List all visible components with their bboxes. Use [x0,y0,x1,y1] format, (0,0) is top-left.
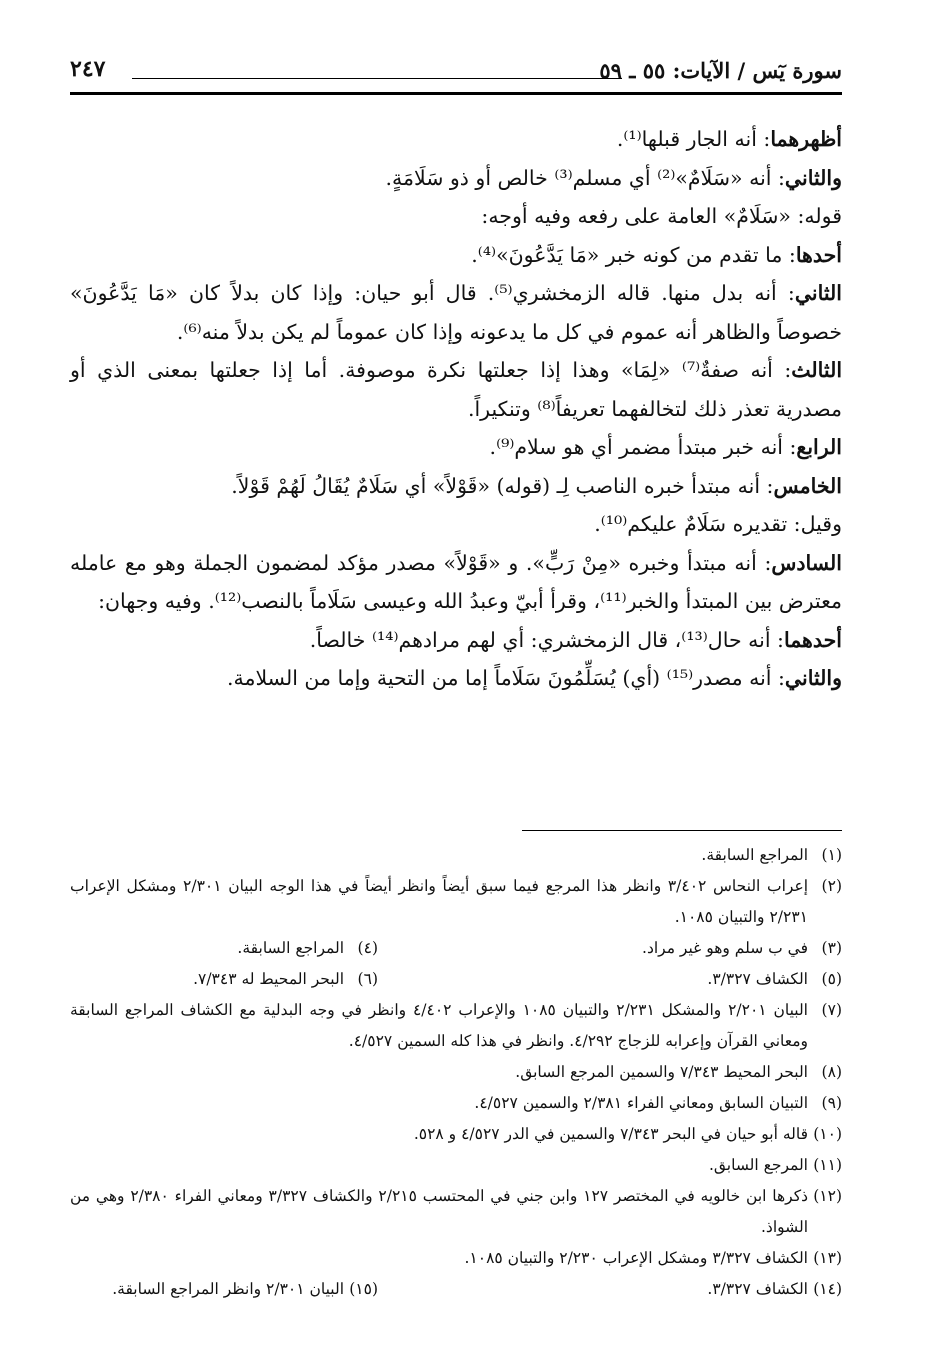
paragraph-lead: والثاني [784,666,842,690]
paragraph-text: : أنه بدل منها. قاله الزمخشري⁽⁵⁾. قال أبو حيان: وإذا كان بدلاً كان «مَا يَدَّعُونَ» خصوصاً والظاهر أنه عموم في كل ما يدعونه وإذا كان عموماً لم يكن بدلاً منه⁽⁶⁾. [70,281,842,344]
footnote-row [70,964,842,995]
footnote-number: (١٣) [813,1249,842,1267]
footnote-number: (١٥) [349,1280,378,1298]
footnote-text: في ب سلم وهو غير مراد. [642,939,808,957]
footnote-text: إعراب النحاس ٣/٤٠٢ وانظر هذا المرجع فيما سبق أيضاً وانظر أيضاً في هذا الوجه البيان ٢/٣٠١ ومشكل الإعراب ٢/٢٣١ والتبيان ١٠٨٥. [70,877,809,926]
footnote [70,995,842,1057]
footnote-number: (١٤) [813,1280,842,1298]
paragraph [70,274,842,351]
paragraph-text: : أنه حال⁽¹³⁾، قال الزمخشري: أي لهم مرادهم⁽¹⁴⁾ خالصاً. [309,627,784,652]
footnote-number: (١١) [813,1156,842,1174]
footnote-number: (١) [821,846,842,864]
footnote [70,1181,842,1243]
footnote [112,1274,378,1305]
paragraph [70,544,842,621]
header-rule [132,78,622,79]
paragraph [70,159,842,198]
paragraph-lead: الثاني [794,281,842,305]
paragraph [70,505,842,544]
footnote-separator [522,830,842,831]
footnote-number: (٤) [357,939,378,957]
paragraph-text: : أنه صفةٌ⁽⁷⁾ «لِمَا» وهذا إذا جعلتها نكرة موصوفة. أما إذا جعلتها بمعنى الذي أو مصدرية تعذر ذلك لتخالفهما تعريفاً⁽⁸⁾ وتنكيراً. [70,358,842,421]
footnote-text: ذكرها ابن خالويه في المختصر ١٢٧ وابن جني في المحتسب ٢/٢١٥ والكشاف ٣/٣٢٧ ومعاني الفراء ٢/٣٨٠ وهي من الشواذ. [70,1187,808,1236]
paragraph-text: : أنه مصدر⁽¹⁵⁾ (أي) يُسَلِّمُونَ سَلَاماً إما من التحية وإما من السلامة. [226,666,785,690]
footnote-text: البحر المحيط له ٧/٣٤٣. [193,970,344,988]
main-text [70,120,842,698]
footnote-number: (٣) [821,939,842,957]
footnote [378,964,842,995]
paragraph-lead: أظهرهما [770,127,842,151]
paragraph-text: : أنه مبتدأ خبره الناصب لِـ (قوله) «قَوْلاً» أي سَلَامٌ يُقَالُ لَهُمْ قَوْلاً. [231,473,774,498]
footnote-text: المرجع السابق. [708,1156,808,1174]
footnote-text: التبيان السابق ومعاني الفراء ٢/٣٨١ والسمين ٤/٥٢٧. [474,1094,808,1112]
paragraph [70,197,842,236]
footnote [70,1057,842,1088]
footnote [193,964,378,995]
footnotes [70,840,842,1305]
footnote-text: المراجع السابقة. [237,939,344,957]
footnote [70,1119,842,1150]
footnote [237,933,378,964]
paragraph [70,467,842,506]
paragraph-text: : أنه الجار قبلها⁽¹⁾. [616,127,771,151]
footnote-text: البيان ٢/٣٠١ وانظر المراجع السابقة. [112,1280,344,1298]
paragraph-text: قوله: «سَلَامٌ» العامة على رفعه وفيه أوجه: [481,204,842,228]
paragraph [70,621,842,660]
paragraph [70,120,842,159]
paragraph-text: وقيل: تقديره سَلَامٌ عليكم⁽¹⁰⁾. [594,512,842,536]
paragraph-text: : أنه «سَلَامٌ»⁽²⁾ أي مسلم⁽³⁾ خالص أو ذو سَلَامَةٍ. [385,165,785,190]
footnote-text: البحر المحيط ٧/٣٤٣ والسمين المرجع السابق. [515,1063,808,1081]
footnote-number: (٧) [821,1001,842,1019]
paragraph [70,236,842,275]
footnote-number: (١٢) [813,1187,842,1205]
footnote [378,933,842,964]
footnote [70,1088,842,1119]
paragraph [70,428,842,467]
page-number: ٢٤٧ [70,56,106,82]
footnote-text: الكشاف ٣/٣٢٧. [707,1280,808,1298]
paragraph-lead: والثاني [784,165,842,190]
chapter-title: سورة يٓس / الآيات: ٥٥ ـ ٥٩ [599,58,842,83]
paragraph-lead: السادس [771,550,842,575]
footnote-number: (٦) [357,970,378,988]
footnote-number: (٢) [821,877,842,895]
footnote-number: (٨) [821,1063,842,1081]
footnote-text: الكشاف ٣/٣٢٧ ومشكل الإعراب ٢/٢٣٠ والتبيان ١٠٨٥. [464,1249,808,1267]
footnote [70,1243,842,1274]
paragraph-lead: الثالث [791,358,843,382]
footnote-text: الكشاف ٣/٣٢٧. [707,970,808,988]
footnote-number: (٥) [821,970,842,988]
paragraph-lead: الرابع [796,435,842,459]
paragraph [70,659,842,698]
footnote [70,840,842,871]
paragraph-lead: الخامس [773,473,842,498]
footnote-text: البيان ٢/٢٠١ والمشكل ٢/٢٣١ والتبيان ١٠٨٥ والإعراب ٤/٤٠٢ وانظر في وجه البدلية مع الكشاف المراجع السابقة ومعاني القرآن وإعرابه للزجاج ٤/٢٩٢. وانظر في هذا كله السمين ٤/٥٢٧. [70,1001,808,1050]
paragraph-text: : أنه مبتدأ وخبره «مِنْ رَبٍّ». و «قَوْلاً» مصدر مؤكد لمضمون الجملة وهو مع عامله معترض بين المبتدأ والخبر⁽¹¹⁾، وقرأ أبيّ وعبدُ الله وعيسى سَلَاماً بالنصب⁽¹²⁾. وفيه وجهان: [70,550,842,613]
paragraph-lead: أحدها [795,242,842,267]
paragraph-text: : ما تقدم من كونه خبر «مَا يَدَّعُونَ»⁽⁴⁾. [471,242,796,267]
footnote-number: (١٠) [813,1125,842,1143]
footnote [378,1274,842,1305]
footnote [70,871,842,933]
paragraph [70,351,842,428]
footnote-text: المراجع السابقة. [701,846,808,864]
paragraph-lead: أحدهما [783,627,842,652]
footnote-row [70,933,842,964]
running-header [70,52,842,95]
footnote-row [70,1274,842,1305]
paragraph-text: : أنه خبر مبتدأ مضمر أي هو سلام⁽⁹⁾. [489,435,797,459]
footnote-number: (٩) [821,1094,842,1112]
footnote [70,1150,842,1181]
footnote-text: قاله أبو حيان في البحر ٧/٣٤٣ والسمين في الدر ٤/٥٢٧ و ٥٢٨. [413,1125,808,1143]
